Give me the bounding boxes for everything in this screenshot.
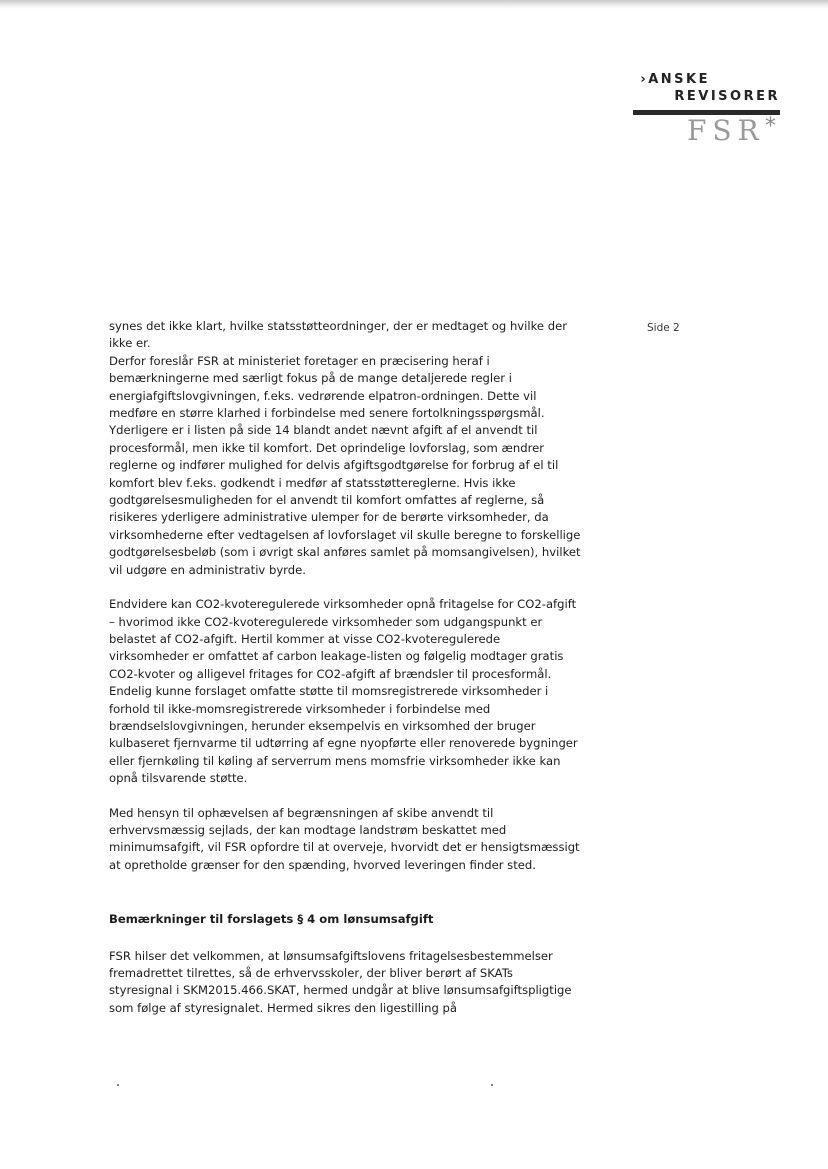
text-line: Med hensyn til ophævelsen af begrænsningen af skibe anvendt til	[109, 805, 494, 820]
paragraph-4	[109, 948, 609, 1018]
text-line: virksomhederne efter vedtagelsen af lovforslaget vil skulle beregne to forskellige	[109, 527, 581, 542]
text-line: vil udgøre en administrativ byrde.	[109, 562, 306, 577]
text-line: godtgørelsesbeløb (som i øvrigt skal anføres samlet på momsangivelsen), hvilket	[109, 545, 581, 560]
text-line: risikeres yderligere administrative ulemper for de berørte virksomheder, da	[109, 510, 549, 525]
page-number: Side 2	[647, 322, 680, 334]
logo-line-1: ›ANSKE	[640, 72, 710, 87]
scan-edge	[0, 0, 828, 9]
text-line: ikke er.	[109, 336, 151, 351]
text-line: komfort blev f.eks. godkendt i medfør af statsstøttereglerne. Hvis ikke	[109, 475, 516, 490]
text-line: fremadrettet tilrettes, så de erhvervsskoler, der bliver berørt af SKATs	[109, 966, 513, 980]
scan-speck	[117, 1084, 119, 1086]
section-heading: Bemærkninger til forslagets § 4 om lønsumsafgift	[109, 912, 434, 927]
logo-star: *	[765, 114, 776, 139]
text-line: virksomheder er omfattet af carbon leakage-listen og følgelig modtager gratis	[109, 649, 564, 664]
document-body	[109, 318, 609, 1017]
text-line: at opretholde grænser for den spænding, hvorved leveringen finder sted.	[109, 857, 536, 872]
text-line: eller fjernkøling til køling af serverrum mens momsfrie virksomheder ikke kan	[109, 753, 561, 768]
text-line: Derfor foreslår FSR at ministeriet foretager en præcisering heraf i	[109, 353, 490, 368]
text-line: synes det ikke klart, hvilke statsstøtteordninger, der er medtaget og hvilke der	[109, 319, 567, 333]
paragraph-2	[109, 596, 609, 787]
text-line: medføre en større klarhed i forbindelse med senere fortolkningsspørgsmål.	[109, 406, 545, 421]
logo-line-2: REVISORER	[674, 89, 780, 104]
text-line: forhold til ikke-momsregistrerede virksomheder i forbindelse med	[109, 701, 491, 716]
text-line: Endelig kunne forslaget omfatte støtte til momsregistrerede virksomheder i	[109, 684, 549, 699]
scan-speck	[491, 1084, 493, 1086]
text-line: erhvervsmæssig sejlads, der kan modtage landstrøm beskattet med	[109, 822, 507, 837]
text-line: FSR hilser det velkommen, at lønsumsafgiftslovens fritagelsesbestemmelser	[109, 948, 553, 963]
logo-fsr-mark: FSR	[687, 114, 765, 147]
paragraph-3	[109, 805, 609, 875]
text-line: godtgørelsesmuligheden for el anvendt til komfort omfattes af reglerne, så	[109, 493, 545, 508]
text-line: minimumsafgift, vil FSR opfordre til at overveje, hvorvidt det er hensigtsmæssigt	[109, 840, 580, 855]
text-line: Yderligere er i listen på side 14 blandt andet nævnt afgift af el anvendt til	[109, 423, 538, 438]
paragraph-1	[109, 318, 609, 579]
text-line: bemærkningerne med særligt fokus på de mange detaljerede regler i	[109, 371, 512, 386]
text-line: – hvorimod ikke CO2-kvoteregulerede virksomheder som udgangspunkt er	[109, 614, 543, 629]
fsr-logo	[600, 70, 790, 150]
text-line: procesformål, men ikke til komfort. Det oprindelige lovforslag, som ændrer	[109, 440, 544, 455]
text-line: CO2-kvoter og alligevel fritages for CO2-afgift af brændsler til procesformål.	[109, 666, 552, 681]
text-line: styresignal i SKM2015.466.SKAT, hermed undgår at blive lønsumsafgiftspligtige	[109, 983, 572, 998]
text-line: energiafgiftslovgivningen, f.eks. vedrørende elpatron-ordningen. Dette vil	[109, 388, 537, 403]
text-line: kulbaseret fjernvarme til udtørring af egne nyopførte eller renoverede bygninger	[109, 736, 578, 751]
text-line: Endvidere kan CO2-kvotereguleredе virksomheder opnå fritagelse for CO2-afgift	[109, 597, 577, 612]
text-line: som følge af styresignalet. Hermed sikres den ligestilling på	[109, 1000, 458, 1015]
text-line: belastet af CO2-afgift. Hertil kommer at visse CO2-kvoteregulerede	[109, 631, 501, 646]
text-line: opnå tilsvarende støtte.	[109, 771, 248, 786]
text-line: reglerne og indfører mulighed for delvis afgiftsgodtgørelse for forbrug af el til	[109, 458, 559, 473]
text-line: brændselslovgivningen, herunder eksempelvis en virksomhed der bruger	[109, 718, 536, 733]
